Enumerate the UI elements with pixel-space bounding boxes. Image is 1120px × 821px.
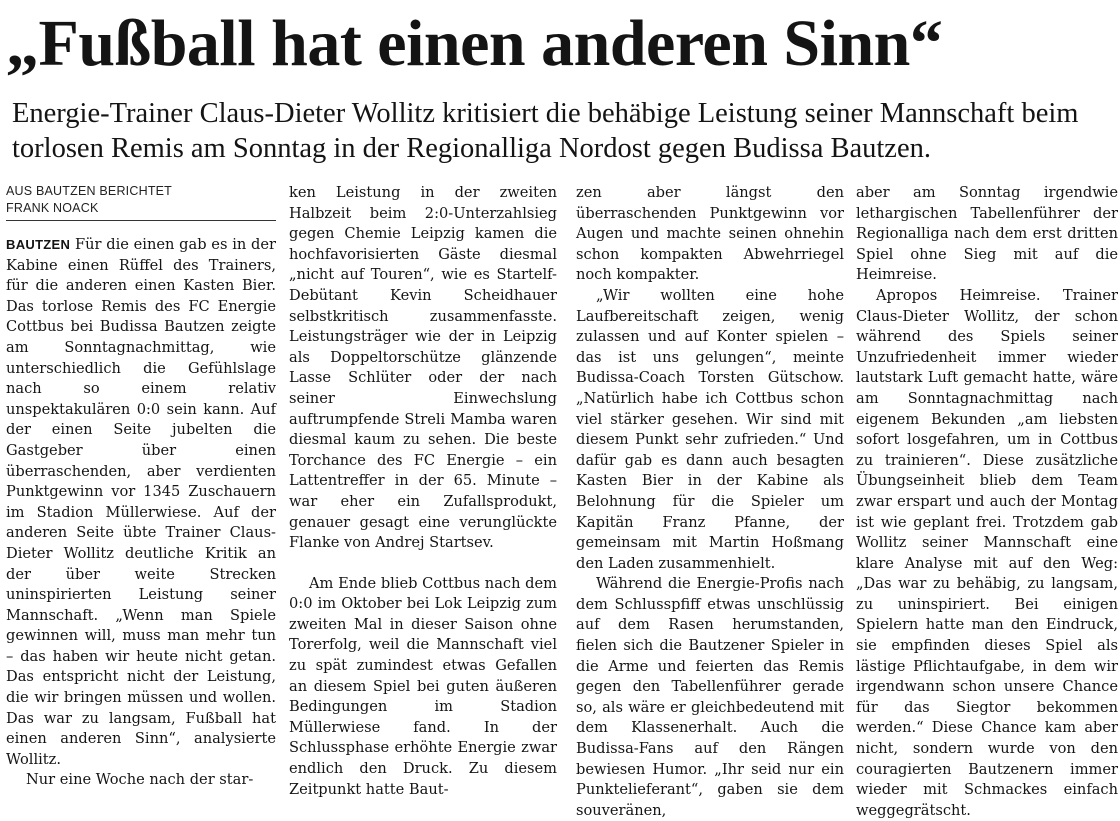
column-2 (289, 183, 557, 798)
paragraph-6: Apropos Heimreise. Trainer Claus-Dieter Wollitz, der schon während des Spiels seiner Unzufriedenheit immer wieder lautstark Luft gemacht hatte, wäre am Sonntagnachmittag nach eigenem Bekunden „am liebsten sofort losgefahren, um in Cottbus zu trainieren“. Diese zusätzliche Übungseinheit blieb dem Team zwar erspart und auch der Montag ist wie geplant frei. Trotzdem gab Wollitz seiner Mannschaft eine klare Analyse mit auf den Weg: „Das war zu behäbig, zu langsam, zu uninspiriert. Bei einigen Spielern hatte man den Eindruck, sie empfinden dieses Spiel als lästige Pflichtaufgabe, in dem wir irgendwann schon unsere Chance für das Siegtor bekommen werden.“ Diese Chance kam aber nicht, sondern wurde von den couragierten Bautzenern immer wieder mit Schmackes einfach weggegrätscht. (856, 286, 1118, 819)
byline (6, 183, 276, 221)
subheadline: Energie-Trainer Claus-Dieter Wollitz kritisiert die behäbige Leistung seiner Mannschaft beim torlosen Remis am Sonntag in der Regionalliga Nordost gegen Budissa Bautzen. (12, 98, 1079, 164)
paragraph-5-start: Während die Energie-Profis nach dem Schlusspfiff etwas unschlüssig auf dem Rasen herumstanden, fielen sich die Bautzener Spieler in die Arme und feierten das Remis gegen den Tabellenführer gerade so, als wäre er gleichbedeutend mit dem Klassenerhalt. Auch die Budissa-Fans auf den Rängen bewiesen Humor. „Ihr seid nur ein Punktelieferant“, gaben sie dem souveränen, (576, 575, 844, 819)
column-1 (6, 183, 276, 789)
paragraph-3-cont: zen aber längst den überraschenden Punktgewinn vor Augen und machte seinen ohnehin schon kompakten Abwehrriegel noch kompakter. (576, 184, 844, 284)
paragraph-4: „Wir wollten eine hohe Laufbereitschaft zeigen, wenig zulassen und auf Konter spielen – das ist uns gelungen“, meinte Budissa-Coach Torsten Gütschow. „Natürlich habe ich Cottbus schon viel stärker gesehen. Wir sind mit diesem Punkt sehr zufrieden.“ Und dafür gab es dann auch besagten Kasten Bier in der Kabine als Belohnung für die Spieler um Kapitän Franz Pfanne, der gemeinsam mit Martin Hoßmang den Laden zusammenhielt. (576, 286, 844, 572)
paragraph-3-start: Am Ende blieb Cottbus nach dem 0:0 im Oktober bei Lok Leipzig zum zweiten Mal in dieser Saison ohne Torerfolg, weil die Mannschaft viel zu spät zumindest etwas Gefallen an diesem Spiel bei guten äußeren Bedingungen im Stadion Müllerwiese fand. In der Schlussphase erhöhte Energie zwar endlich den Druck. Zu diesem Zeitpunkt hatte Baut- (289, 574, 557, 798)
paragraph-2-start: Nur eine Woche nach der star- (26, 771, 254, 789)
article-body (0, 183, 1120, 819)
byline-place: AUS BAUTZEN BERICHTET (6, 184, 173, 198)
column-4 (856, 183, 1118, 819)
paragraph-2-cont: ken Leistung in der zweiten Halbzeit beim 2:0-Unterzahlsieg gegen Chemie Leipzig kamen die hochfavorisierten Gäste diesmal „nicht auf Touren“, wie es Startelf-Debütant Kevin Scheidhauer selbstkritisch zusammenfasste. Leistungsträger wie der in Leipzig als Doppeltorschütze glänzende Lasse Schlüter oder der nach seiner Einwechslung auftrumpfende Streli Mamba waren diesmal kaum zu sehen. Die beste Torchance des FC Energie – ein Lattentreffer in der 65. Minute – war eher ein Zufallsprodukt, genauer gesagt eine verunglückte Flanke von Andrej Startsev. (289, 184, 557, 552)
byline-author: FRANK NOACK (6, 201, 99, 215)
headline: „Fußball hat einen anderen Sinn“ (6, 7, 943, 80)
dateline: BAUTZEN (6, 237, 71, 252)
column-3 (576, 183, 844, 819)
paragraph-1 (6, 235, 276, 770)
paragraph-5-cont: aber am Sonntag irgendwie lethargischen Tabellenführer der Regionalliga nach dem erst dritten Spiel ohne Sieg mit auf die Heimreise. (856, 184, 1118, 284)
paragraph-1-text: Für die einen gab es in der Kabine einen Rüffel des Trainers, für die anderen einen Kasten Bier. Das torlose Remis des FC Energie Cottbus bei Budissa Bautzen zeigte am Sonntagnachmittag, wie unterschiedlich die Gefühlslage nach so einem relativ unspektakulären 0:0 sein kann. Auf der einen Seite jubelten die Gastgeber über einen überraschenden, aber verdienten Punktgewinn vor 1345 Zuschauern im Stadion Müllerwiese. Auf der anderen Seite übte Trainer Claus-Dieter Wollitz deutliche Kritik an der über weite Strecken uninspirierten Leistung seiner Mannschaft. „Wenn man Spiele gewinnen will, muss man mehr tun – das haben wir heute nicht getan. Das entspricht nicht der Leistung, die wir bringen müssen und wollen. Das war zu langsam, Fußball hat einen anderen Sinn“, analysierte Wollitz. (6, 236, 276, 768)
